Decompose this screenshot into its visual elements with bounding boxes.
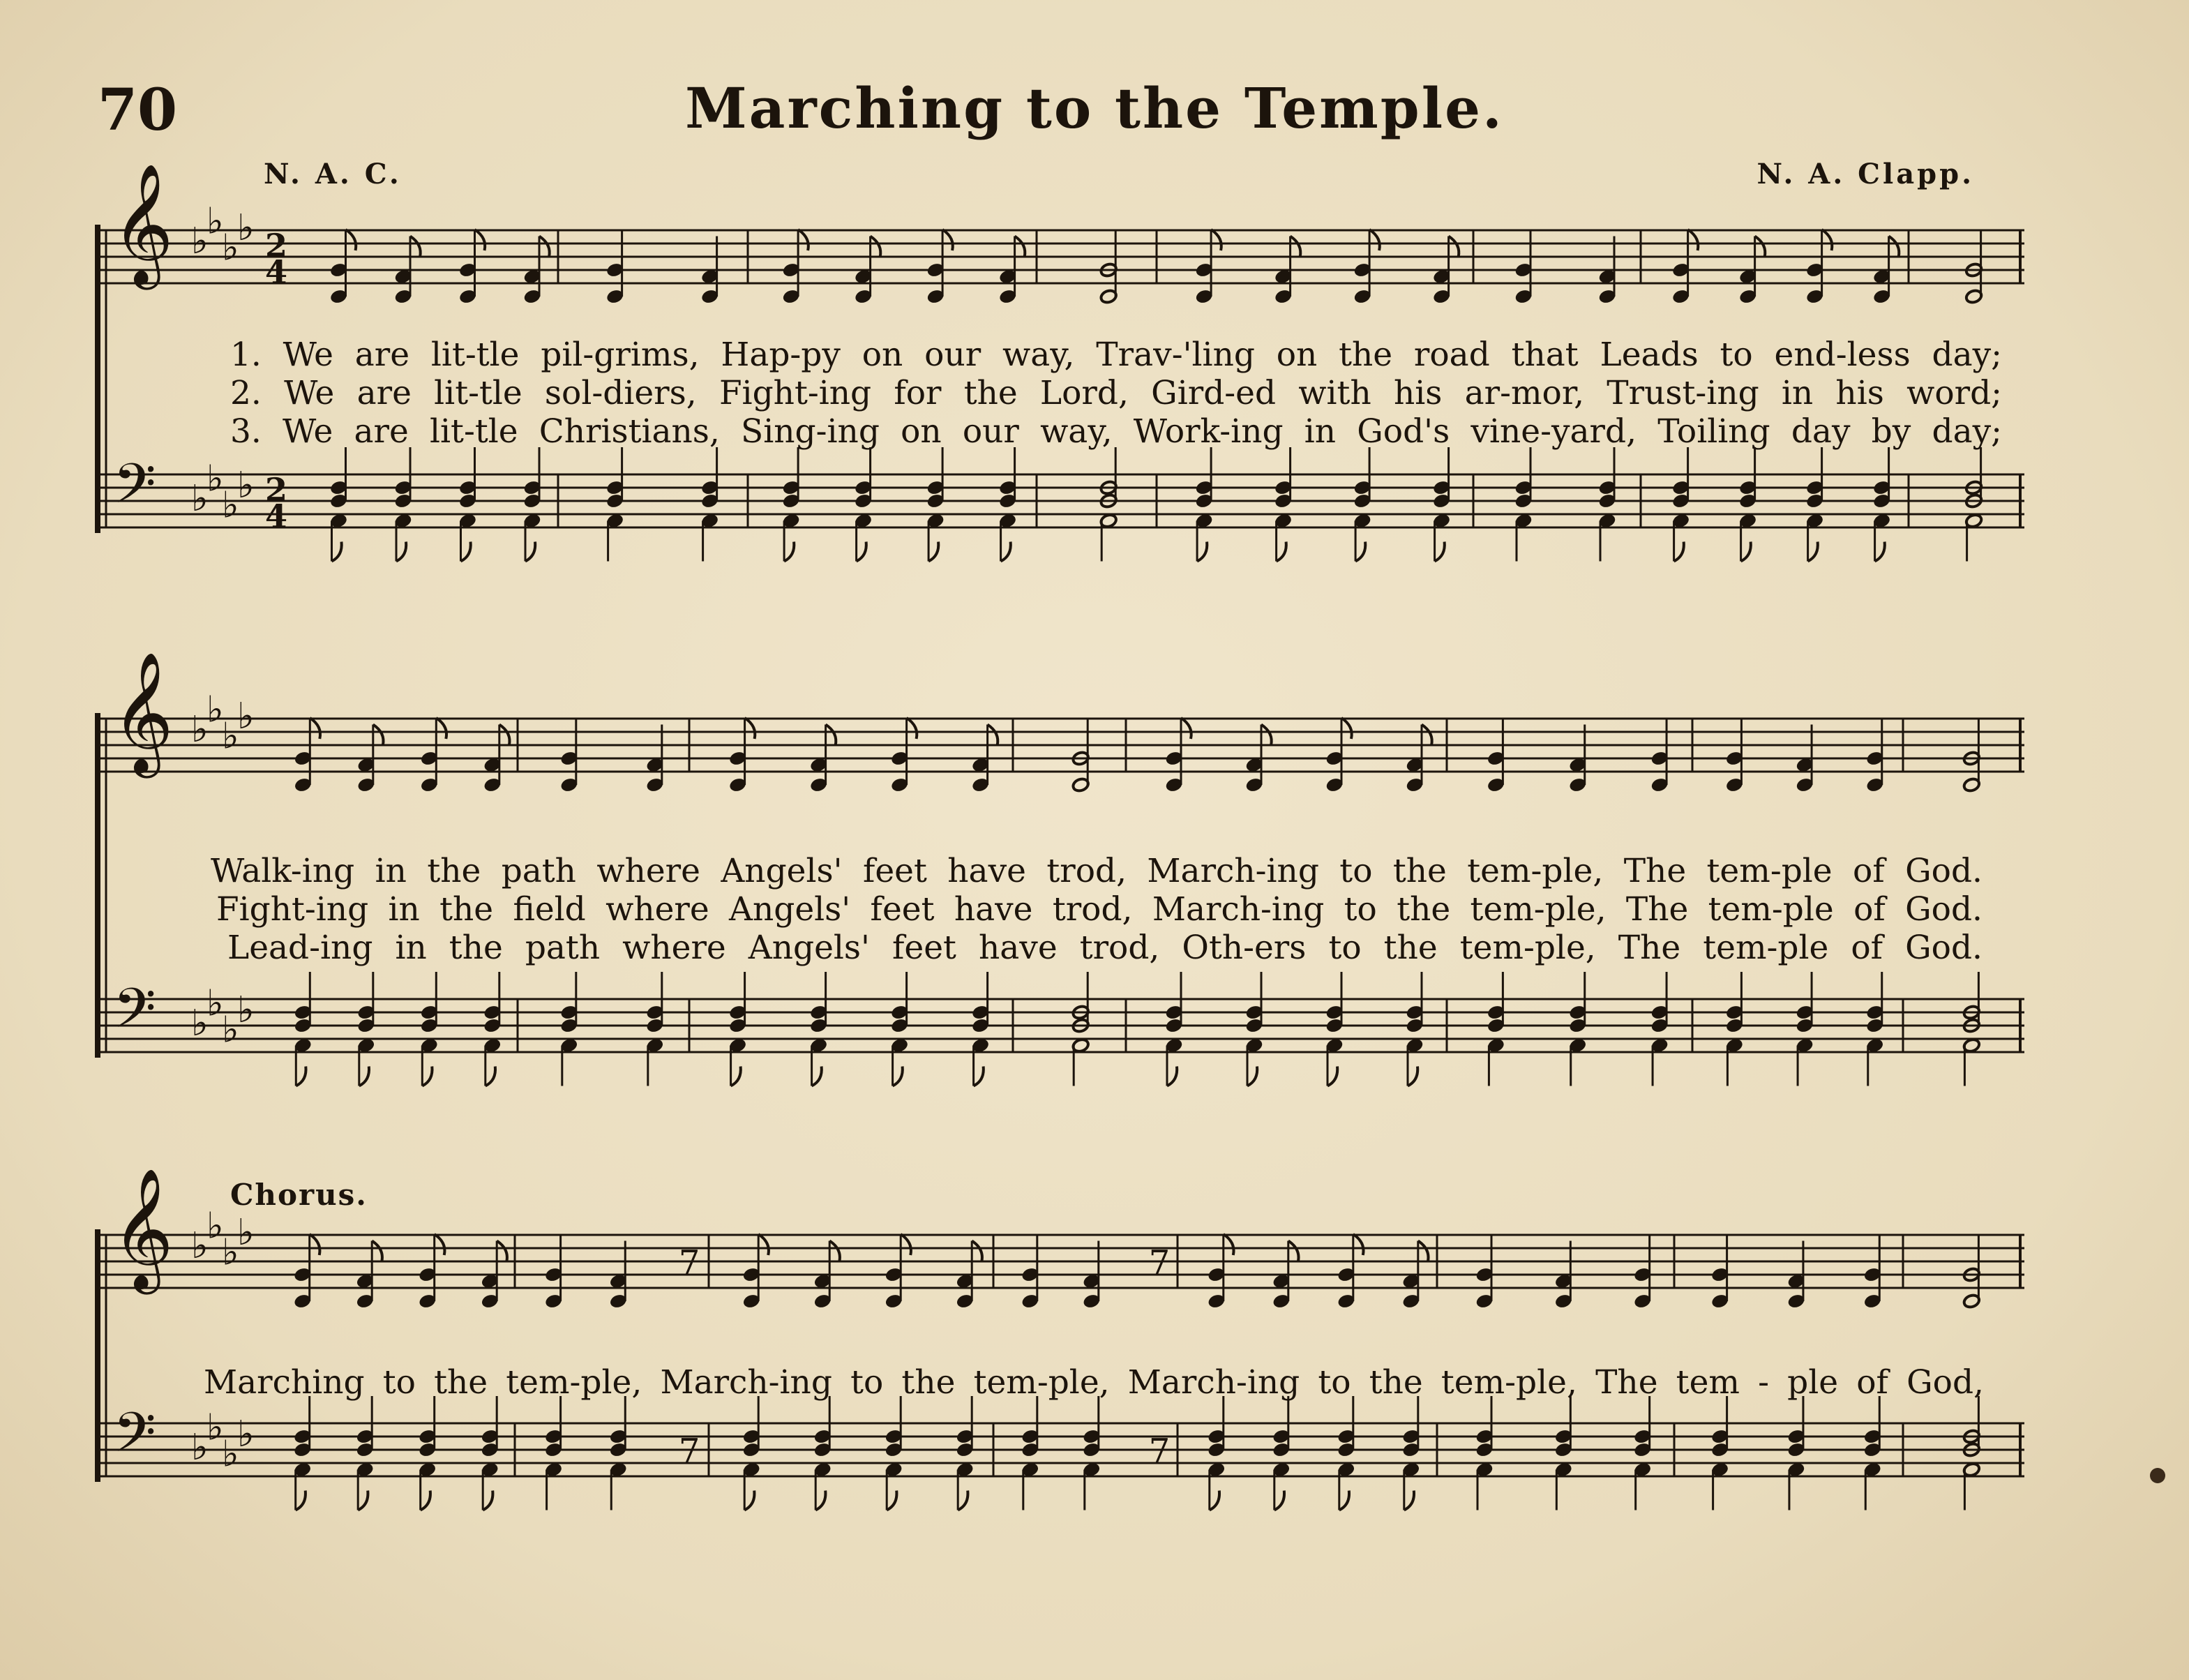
eighth-rest: 7 [678, 1243, 700, 1282]
note-flag [1211, 230, 1221, 250]
flat-sign: ♭ [237, 1212, 255, 1254]
note-flag [497, 1241, 507, 1262]
note-flag [731, 1067, 741, 1086]
system-brace [95, 713, 100, 1058]
flat-sign: ♭ [206, 1407, 224, 1449]
bass-staff [98, 474, 2024, 527]
system2-verse-1: Walk-ing in the path where Angels' feet have trod, March-ing to the tem-ple, The tem-ple of God. [211, 852, 1983, 890]
flat-sign: ♭ [191, 1225, 209, 1267]
eighth-rest: 7 [1148, 1432, 1171, 1471]
eighth-rest: 7 [678, 1432, 700, 1471]
bass-staff [98, 1423, 2024, 1476]
note-flag [310, 1234, 320, 1255]
note-flag [332, 542, 342, 562]
note-flag [359, 1067, 369, 1086]
flat-sign: ♭ [222, 227, 239, 269]
system1-verse-1: 1. We are lit-tle pil-grims, Hap-py on our way, Trav-'ling on the road that Leads to end-less day; [230, 336, 2002, 374]
note-flag [1339, 1491, 1349, 1510]
note-flag [1741, 542, 1751, 562]
flat-sign: ♭ [237, 207, 255, 249]
note-flag [1341, 718, 1352, 739]
note-flag [1210, 1491, 1219, 1510]
note-flag [974, 1067, 984, 1086]
note-flag [486, 1067, 495, 1086]
flat-sign: ♭ [222, 1231, 239, 1274]
note-flag [1291, 237, 1301, 257]
bass-clef: 𝄢 [113, 1400, 156, 1478]
note-flag [296, 1067, 306, 1086]
page-blemish [2150, 1468, 2165, 1483]
note-flag [435, 1234, 445, 1255]
note-flag [815, 1491, 825, 1510]
note-flag [1755, 237, 1766, 257]
flat-sign: ♭ [237, 1413, 255, 1455]
time-signature-bottom: 4 [265, 253, 288, 291]
note-flag [358, 1491, 368, 1510]
note-flag [1261, 725, 1272, 746]
note-flag [1418, 1241, 1429, 1262]
bass-clef: 𝄢 [113, 976, 156, 1054]
note-flag [296, 1491, 306, 1510]
time-signature-top: 2 [265, 227, 288, 264]
flat-sign: ♭ [237, 989, 255, 1031]
note-flag [539, 237, 550, 257]
flat-sign: ♭ [222, 715, 239, 758]
note-flag [410, 237, 421, 257]
note-flag [1277, 542, 1286, 562]
treble-clef: 𝄞 [112, 652, 174, 773]
flat-sign: ♭ [237, 465, 255, 507]
note-flag [1167, 1067, 1177, 1086]
system2-verse-3: Lead-ing in the path where Angels' feet have trod, Oth-ers to the tem-ple, The tem-ple of God. [227, 929, 1983, 967]
note-flag [1274, 1491, 1284, 1510]
flat-sign: ♭ [206, 982, 224, 1025]
note-flag [1822, 230, 1833, 250]
flat-sign: ♭ [191, 1003, 209, 1044]
note-flag [812, 1067, 822, 1086]
hymn-title: Marching to the Temple. [685, 75, 1504, 141]
system2-verse-2: Fight-ing in the field where Angels' feet have trod, March-ing to the tem-ple, The tem-ple of God. [216, 890, 1983, 929]
note-flag [1355, 542, 1365, 562]
note-flag [871, 237, 881, 257]
note-flag [1247, 1067, 1257, 1086]
note-flag [1889, 237, 1900, 257]
note-flag [887, 1491, 896, 1510]
note-flag [744, 1491, 754, 1510]
note-flag [499, 725, 510, 746]
flat-sign: ♭ [222, 1433, 239, 1476]
chorus-lyrics: Marching to the tem-ple, March-ing to the tem-ple, March-ing to the tem-ple, The tem - ple of God, [204, 1363, 1984, 1402]
note-flag [826, 725, 836, 746]
treble-staff [98, 230, 2024, 283]
flat-sign: ♭ [191, 1427, 209, 1469]
time-signature-bottom: 4 [265, 497, 288, 535]
note-flag [1422, 725, 1432, 746]
note-flag [436, 718, 446, 739]
note-flag [988, 725, 998, 746]
chorus-label: Chorus. [230, 1178, 368, 1212]
note-flag [373, 725, 384, 746]
note-flag [1408, 1067, 1417, 1086]
page-number: 70 [98, 77, 178, 144]
system1-verse-3: 3. We are lit-tle Christians, Sing-ing on our way, Work-ing in God's vine-yard, Toiling day by day; [230, 412, 2002, 451]
note-flag [1288, 1241, 1299, 1262]
treble-clef: 𝄞 [112, 1168, 174, 1289]
flat-sign: ♭ [237, 696, 255, 737]
flat-sign: ♭ [222, 484, 239, 527]
note-flag [958, 1491, 968, 1510]
flat-sign: ♭ [206, 1205, 224, 1247]
composer-credit: N. A. Clapp. [1757, 158, 1974, 190]
note-flag [1875, 542, 1885, 562]
note-flag [1327, 1067, 1337, 1086]
system-brace [95, 225, 100, 533]
note-flag [1808, 542, 1818, 562]
note-flag [942, 230, 953, 250]
flat-sign: ♭ [206, 689, 224, 731]
note-flag [1674, 542, 1684, 562]
note-flag [461, 542, 471, 562]
flat-sign: ♭ [222, 1009, 239, 1051]
lyricist-credit: N. A. C. [264, 158, 402, 190]
note-flag [1404, 1491, 1414, 1510]
note-flag [372, 1241, 382, 1262]
note-flag [857, 542, 866, 562]
note-flag [1353, 1234, 1364, 1255]
system1-verse-2: 2. We are lit-tle sol-diers, Fight-ing for the Lord, Gird-ed with his ar-mor, Trust-ing in his word; [230, 374, 2002, 412]
treble-staff [98, 1235, 2024, 1288]
flat-sign: ♭ [191, 220, 209, 262]
note-flag [1181, 718, 1191, 739]
flat-sign: ♭ [206, 200, 224, 243]
note-flag [1369, 230, 1380, 250]
note-flag [422, 1067, 432, 1086]
flat-sign: ♭ [191, 478, 209, 520]
note-flag [483, 1491, 492, 1510]
note-flag [1224, 1234, 1234, 1255]
note-flag [421, 1491, 430, 1510]
note-flag [310, 718, 320, 739]
note-flag [829, 1241, 840, 1262]
note-flag [901, 1234, 911, 1255]
eighth-rest: 7 [1148, 1243, 1171, 1282]
note-flag [346, 230, 356, 250]
note-flag [745, 718, 755, 739]
note-flag [907, 718, 917, 739]
note-flag [1197, 542, 1207, 562]
note-flag [1449, 237, 1459, 257]
note-flag [1001, 542, 1011, 562]
note-flag [758, 1234, 769, 1255]
note-flag [798, 230, 808, 250]
flat-sign: ♭ [191, 709, 209, 751]
note-flag [1688, 230, 1699, 250]
note-flag [928, 542, 938, 562]
note-flag [1435, 542, 1445, 562]
flat-sign: ♭ [206, 458, 224, 500]
bass-clef: 𝄢 [113, 451, 156, 530]
note-flag [525, 542, 535, 562]
note-flag [396, 542, 406, 562]
note-flag [784, 542, 794, 562]
note-flag [475, 230, 486, 250]
treble-clef: 𝄞 [112, 163, 174, 285]
note-flag [1015, 237, 1025, 257]
system-brace [95, 1229, 100, 1482]
note-flag [893, 1067, 903, 1086]
time-signature-top: 2 [265, 471, 288, 509]
note-flag [972, 1241, 982, 1262]
